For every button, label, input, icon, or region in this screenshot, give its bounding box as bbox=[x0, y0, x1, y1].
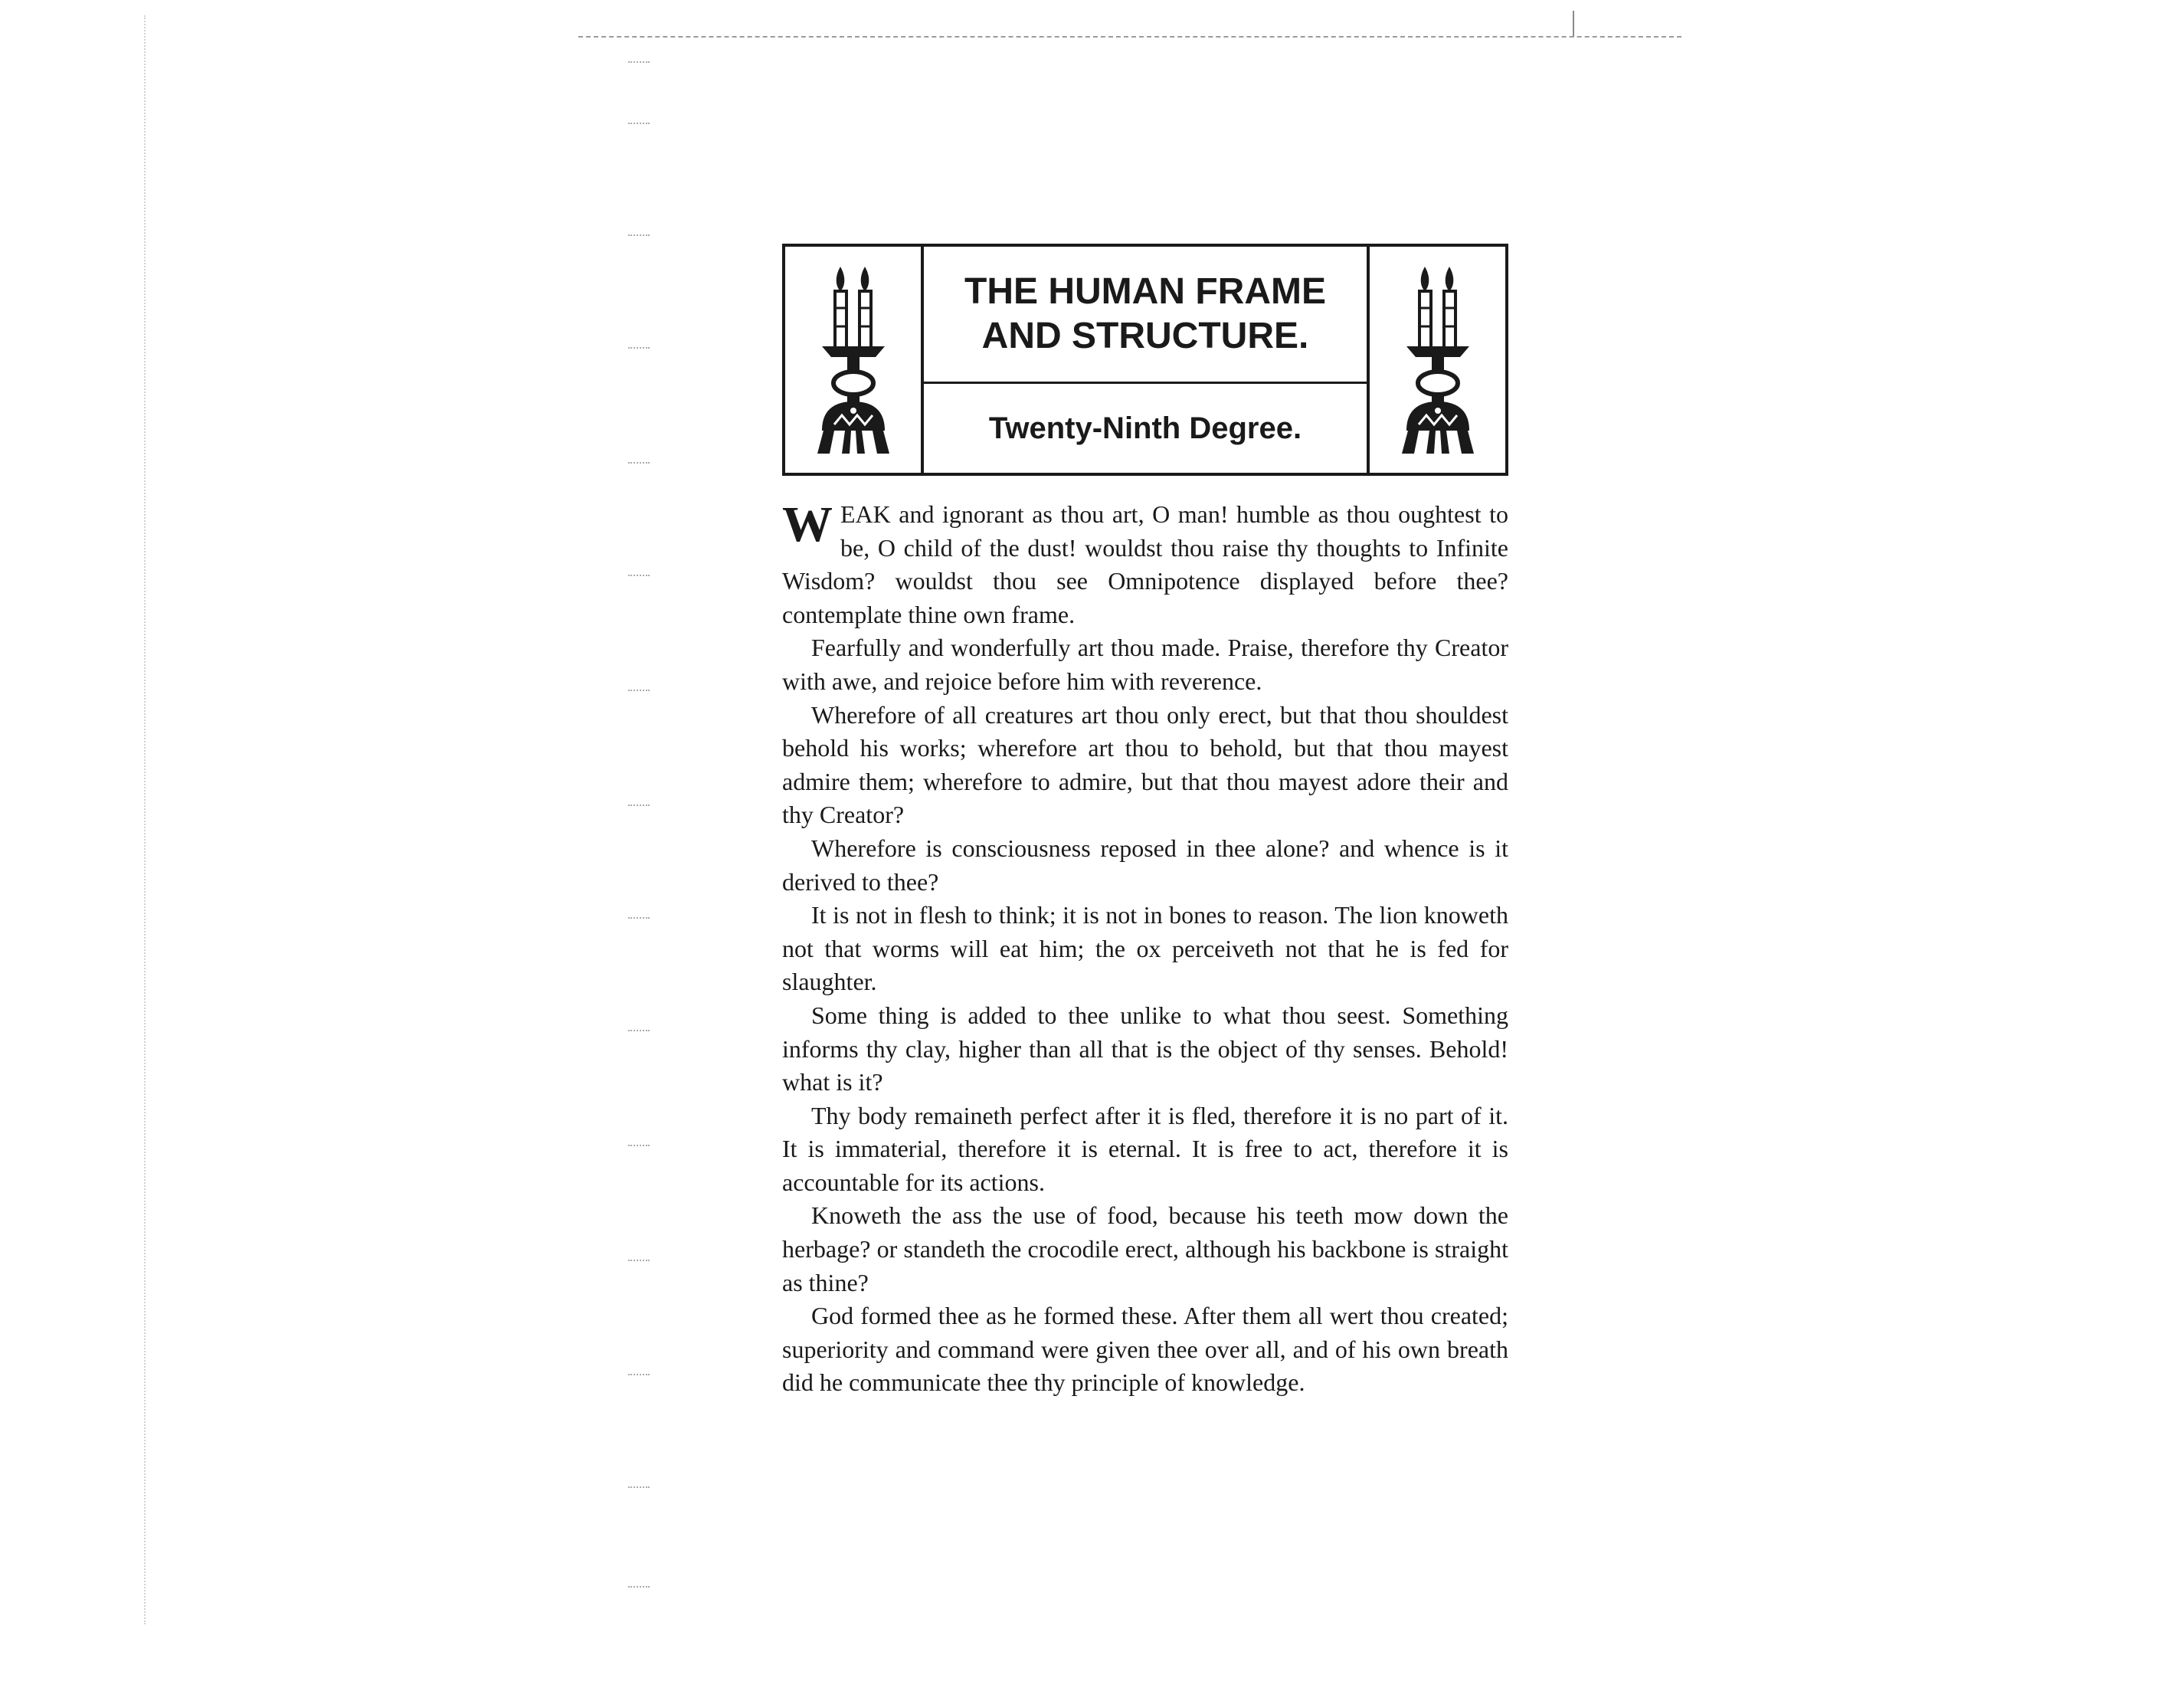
emblem-right bbox=[1367, 247, 1505, 473]
paragraph: Fearfully and wonderfully art thou made. Praise, therefore thy Creator with awe, and rejoice before him with reverence. bbox=[782, 634, 1508, 695]
paragraph bbox=[782, 498, 1508, 631]
scan-edge-line bbox=[144, 15, 146, 1624]
paragraph: God formed thee as he formed these. After them all wert thou created; superiority and command were given thee over all, and of his own breath did he communicate thee thy principle of knowledge. bbox=[782, 1302, 1508, 1397]
paragraph: Thy body remaineth perfect after it is fled, therefore it is no part of it. It is immaterial, therefore it is eternal. It is free to act, therefore it is accountable for its actions. bbox=[782, 1101, 1508, 1196]
paragraph-text: EAK and ignorant as thou art, O man! humble as thou oughtest to be, O child of the dust! wouldst thou raise thy thoughts to Infinite Wisdom? wouldst thou see Omnipotence displayed before thee? contemplate thine own frame. bbox=[782, 500, 1508, 628]
binding-margin-marks bbox=[628, 61, 659, 1624]
chapter-subtitle: Twenty-Ninth Degree. bbox=[988, 411, 1302, 445]
title-panel bbox=[924, 247, 1367, 384]
candlestick-icon bbox=[811, 261, 896, 460]
paragraph: It is not in flesh to think; it is not in bones to reason. The lion knoweth not that worms will eat him; the ox perceiveth not that he is fed for slaughter. bbox=[782, 901, 1508, 996]
candlestick-icon bbox=[1396, 261, 1480, 460]
paragraph: Knoweth the ass the use of food, because his teeth mow down the herbage? or standeth the crocodile erect, although his backbone is straight as thine? bbox=[782, 1201, 1508, 1296]
paragraph: Wherefore of all creatures art thou only erect, but that thou shouldest behold his works; wherefore art thou to behold, but that thou mayest admire them; wherefore to admire, but that thou mayest adore their and thy Creator? bbox=[782, 700, 1508, 829]
emblem-left bbox=[785, 247, 924, 473]
paragraph: Some thing is added to thee unlike to what thou seest. Something informs thy clay, higher than all that is the object of thy senses. Behold! what is it? bbox=[782, 1001, 1508, 1096]
paragraph: Wherefore is consciousness reposed in thee alone? and whence is it derived to thee? bbox=[782, 834, 1508, 896]
chapter-header-box bbox=[782, 244, 1508, 476]
body-text bbox=[782, 498, 1508, 1400]
title-cell bbox=[924, 247, 1367, 473]
chapter-title: THE HUMAN FRAME AND STRUCTURE. bbox=[964, 271, 1326, 356]
subtitle-panel bbox=[924, 384, 1367, 473]
dropcap: W bbox=[782, 496, 833, 552]
scan-top-rule bbox=[578, 36, 1681, 38]
scan-top-tick bbox=[1573, 11, 1574, 37]
